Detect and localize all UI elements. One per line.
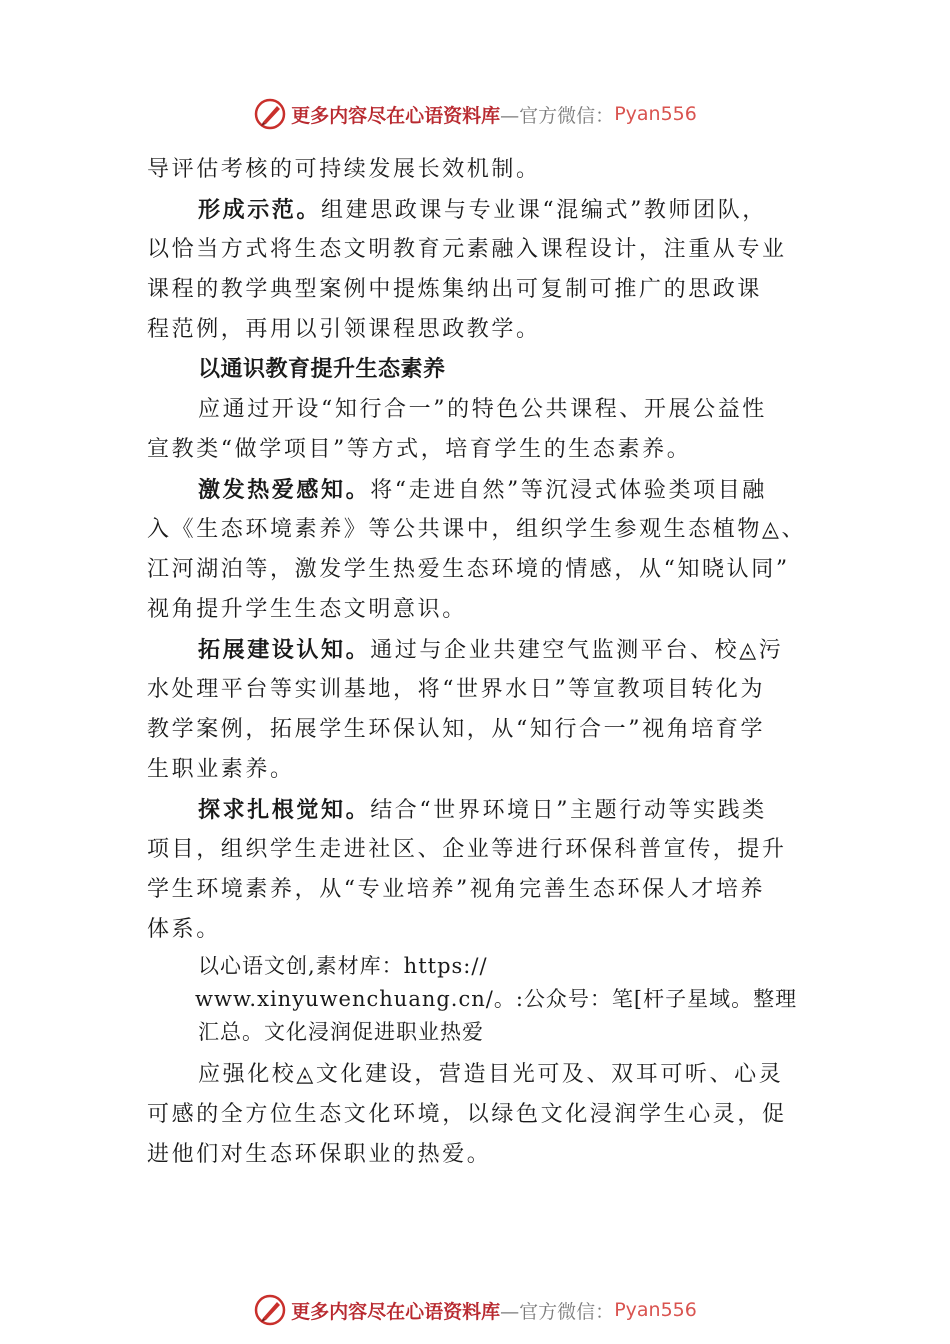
- section-heading: 以通识教育提升生态素养: [198, 357, 446, 382]
- text-line: 宣教类“做学项目”等方式，培育学生的生态素养。: [147, 437, 692, 462]
- paragraph-line: [147, 190, 817, 230]
- text-line: 应强化校◬文化建设，营造目光可及、双耳可听、心灵: [198, 1062, 784, 1087]
- text-line: 江河湖泊等，激发学生热爱生态环境的情感，从“知晓认同”: [147, 557, 790, 582]
- text-line: 体系。: [147, 917, 221, 942]
- text-line: 视角提升学生生态文明意识。: [147, 597, 467, 622]
- paragraph-lead: 激发热爱感知。: [198, 477, 371, 503]
- text-line: 程范例，再用以引领课程思政教学。: [147, 317, 541, 342]
- text-line: 生职业素养。: [147, 757, 295, 782]
- text-line: 项目，组织学生走进社区、企业等进行环保科普宣传，提升: [147, 837, 787, 862]
- pen-logo-icon: [253, 1293, 287, 1327]
- text-line: 入《生态环境素养》等公共课中，组织学生参观生态植物◬、: [147, 517, 807, 542]
- footer-banner: [0, 1290, 950, 1330]
- watermark-line: 以心语文创,素材库：https://: [198, 954, 488, 978]
- text-line: 以恰当方式将生态文明教育元素融入课程设计，注重从专业: [147, 237, 787, 262]
- watermark-line: www.xinyuwenchuang.cn/。:公众号：笔[杆子星域。整理: [195, 987, 798, 1011]
- footer-wechat-id: Pyan556: [614, 1299, 697, 1321]
- text-line: 进他们对生态环保职业的热爱。: [147, 1142, 492, 1167]
- paragraph-line: [147, 630, 817, 670]
- paragraph-line: [147, 790, 817, 830]
- paragraph-lead: 探求扎根觉知。: [198, 797, 371, 823]
- header-wechat-label: —官方微信：: [500, 104, 615, 127]
- paragraph-line: [147, 470, 817, 510]
- text-line: 导评估考核的可持续发展长效机制。: [147, 157, 541, 182]
- text-line: 水处理平台等实训基地，将“世界水日”等宣教项目转化为: [147, 677, 766, 702]
- text-line: 学生环境素养，从“专业培养”视角完善生态环保人才培养: [147, 877, 766, 902]
- text-line: 教学案例，拓展学生环保认知，从“知行合一”视角培育学: [147, 717, 766, 742]
- text-span: 通过与企业共建空气监测平台、校◬污: [370, 638, 784, 663]
- pen-logo-icon: [253, 97, 287, 131]
- text-line: 可感的全方位生态文化环境，以绿色文化浸润学生心灵，促: [147, 1102, 787, 1127]
- paragraph-lead: 形成示范。: [198, 197, 322, 223]
- paragraph-lead: 拓展建设认知。: [198, 637, 371, 663]
- footer-brand-text: 更多内容尽在心语资料库: [291, 1300, 501, 1323]
- footer-wechat-label: —官方微信：: [500, 1300, 615, 1323]
- watermark-line: 汇总。文化浸润促进职业热爱: [198, 1020, 484, 1044]
- document-body: [147, 150, 817, 1175]
- text-line: 课程的教学典型案例中提炼集纳出可复制可推广的思政课: [147, 277, 763, 302]
- text-line: 应通过开设“知行合一”的特色公共课程、开展公益性: [198, 397, 767, 422]
- text-span: 组建思政课与专业课“混编式”教师团队，: [321, 198, 767, 223]
- text-span: 将“走进自然”等沉浸式体验类项目融: [370, 478, 767, 503]
- header-brand-text: 更多内容尽在心语资料库: [291, 104, 501, 127]
- text-span: 结合“世界环境日”主题行动等实践类: [370, 798, 767, 823]
- header-wechat-id: Pyan556: [614, 103, 697, 125]
- header-banner: [0, 94, 950, 134]
